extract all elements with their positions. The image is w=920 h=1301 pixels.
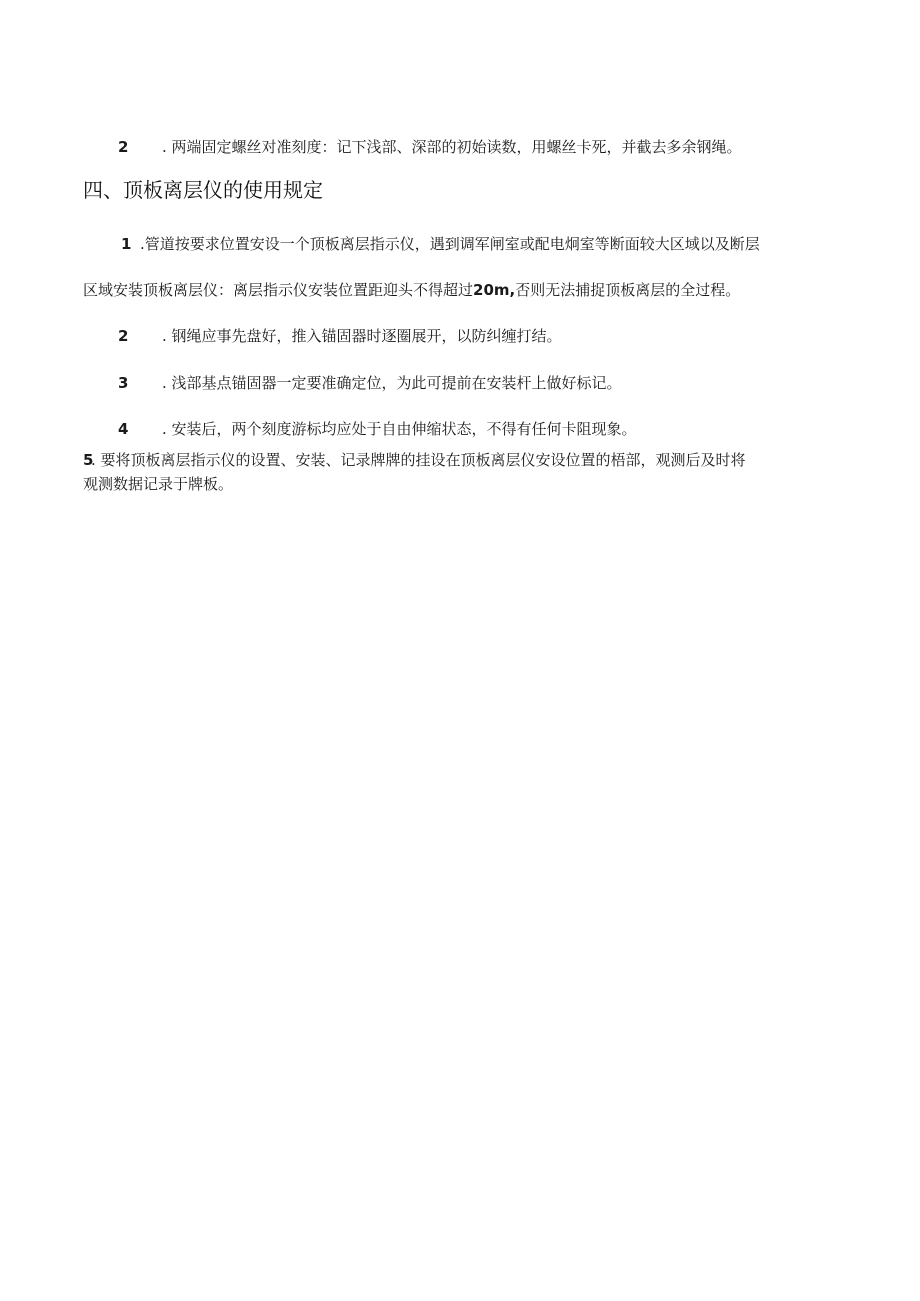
list-item-2	[118, 326, 562, 346]
list-item-number: 1	[121, 235, 132, 253]
list-item-text: . 浅部基点锚固器一定要准确定位，为此可提前在安装杆上做好标记。	[162, 374, 622, 392]
list-item-text: . 两端固定螺丝对准刻度：记下浅部、深部的初始读数，用螺丝卡死，并截去多余钢绳。	[162, 138, 742, 156]
list-item-5	[83, 450, 746, 470]
list-item-3	[118, 373, 622, 393]
list-item-text: . 钢绳应事先盘好，推入锚固器时逐圈展开，以防纠缠打结。	[162, 327, 562, 345]
distance-value: 20m,	[473, 281, 516, 299]
list-item-number: 5	[83, 451, 94, 469]
list-item-text: . 安装后，两个刻度游标均应处于自由伸缩状态，不得有任何卡阻现象。	[162, 420, 637, 438]
list-item-number: 4	[118, 420, 129, 438]
list-item-text: 区域安装顶板离层仪：离层指示仪安装位置距迎头不得超过	[83, 281, 474, 299]
list-item-1	[121, 234, 760, 254]
list-item-text: . 要将顶板离层指示仪的设置、安装、记录牌牌的挂设在顶板离层仪安设位置的梧部，观测后及时将	[91, 451, 746, 469]
list-item-1-continuation	[83, 280, 740, 300]
list-item-text: 否则无法捕捉顶板离层的全过程。	[515, 281, 741, 299]
list-item-4	[118, 419, 637, 439]
list-item-text: 观测数据记录于牌板。	[83, 475, 234, 493]
list-item-number: 2	[118, 138, 129, 156]
section-heading: 四、顶板离层仪的使用规定	[83, 178, 323, 202]
list-item-prev-2	[118, 137, 742, 157]
list-item-5-continuation	[83, 474, 233, 494]
list-item-text: .管道按要求位置安设一个顶板离层指示仪，遇到调军闸室或配电炯室等断面较大区域以及断层	[140, 235, 760, 253]
list-item-number: 3	[118, 374, 129, 392]
list-item-number: 2	[118, 327, 129, 345]
